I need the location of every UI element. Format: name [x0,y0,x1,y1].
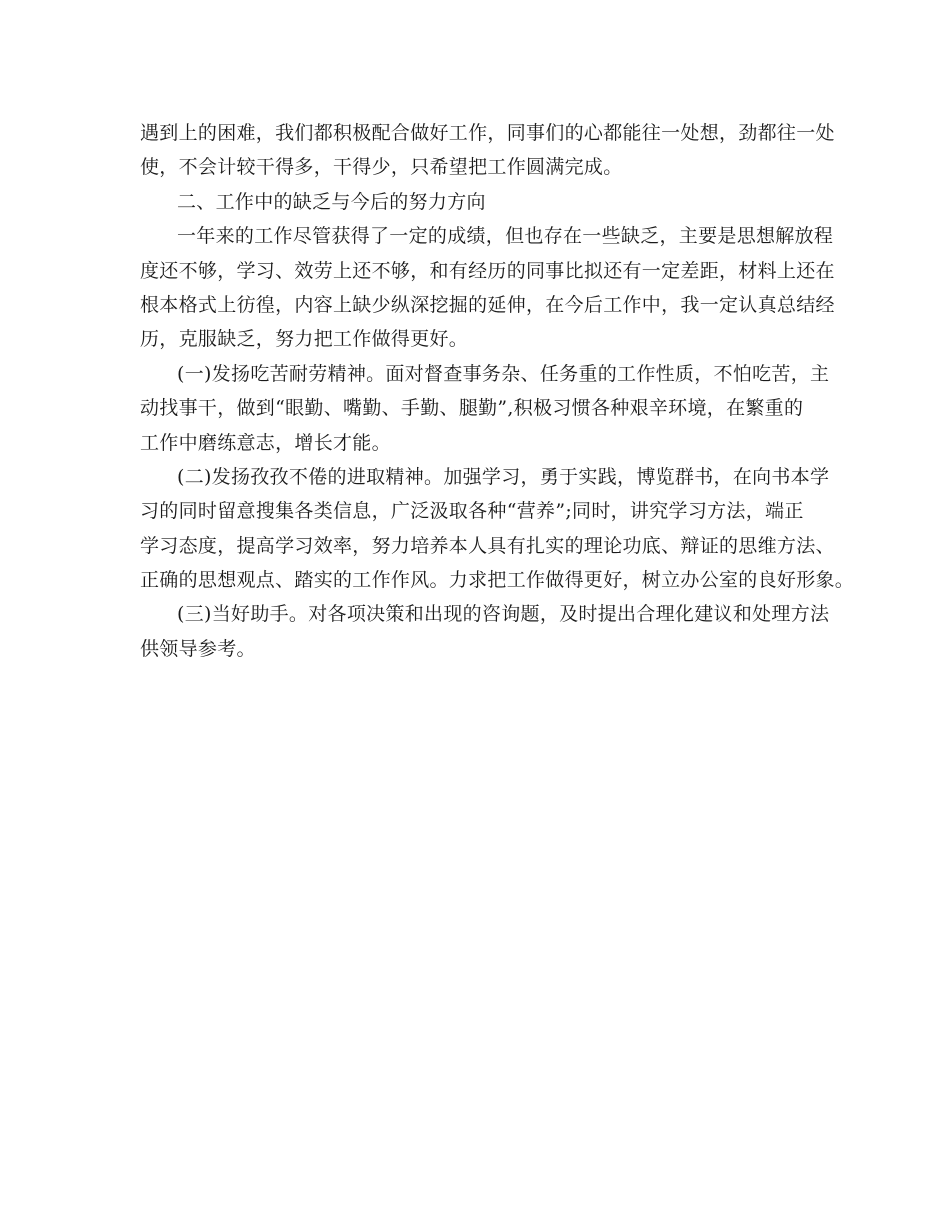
text-line: (二)发扬孜孜不倦的进取精神。加强学习，勇于实践，博览群书，在向书本学 [177,465,830,488]
text-line: 使，不会计较干得多，干得少，只希望把工作圆满完成。 [140,156,623,179]
text-line: 度还不够，学习、效劳上还不够，和有经历的同事比拟还有一定差距，材料上还在 [140,259,835,282]
section-heading: 二、工作中的缺乏与今后的努力方向 [177,190,486,213]
text-line: 遇到上的困难，我们都积极配合做好工作，同事们的心都能往一处想，劲都往一处 [140,122,835,144]
text-line: 根本格式上彷徨，内容上缺少纵深挖掘的延伸，在今后工作中，我一定认真总结经 [140,293,835,316]
text-line: 学习态度，提高学习效率，努力培养本人具有扎实的理论功底、辩证的思维方法、 [140,534,835,557]
document-body [140,116,855,666]
text-line: 历，克服缺乏，努力把工作做得更好。 [140,328,469,351]
text-line: 习的同时留意搜集各类信息，广泛汲取各种“营养”;同时，讲究学习方法，端正 [140,500,804,523]
text-line: (三)当好助手。对各项决策和出现的咨询题，及时提出合理化建议和处理方法 [177,603,830,626]
text-line: 动找事干，做到“眼勤、嘴勤、手勤、腿勤”,积极习惯各种艰辛环境，在繁重的 [140,397,804,420]
text-line: 供领导参考。 [140,637,256,660]
text-line: 一年来的工作尽管获得了一定的成绩，但也存在一些缺乏，主要是思想解放程 [177,225,834,248]
text-line: 工作中磨练意志，增长才能。 [140,431,391,454]
text-line: 正确的思想观点、踏实的工作作风。力求把工作做得更好，树立办公室的良好形象。 [140,569,855,592]
text-line: (一)发扬吃苦耐劳精神。面对督查事务杂、任务重的工作性质，不怕吃苦，主 [177,362,830,385]
